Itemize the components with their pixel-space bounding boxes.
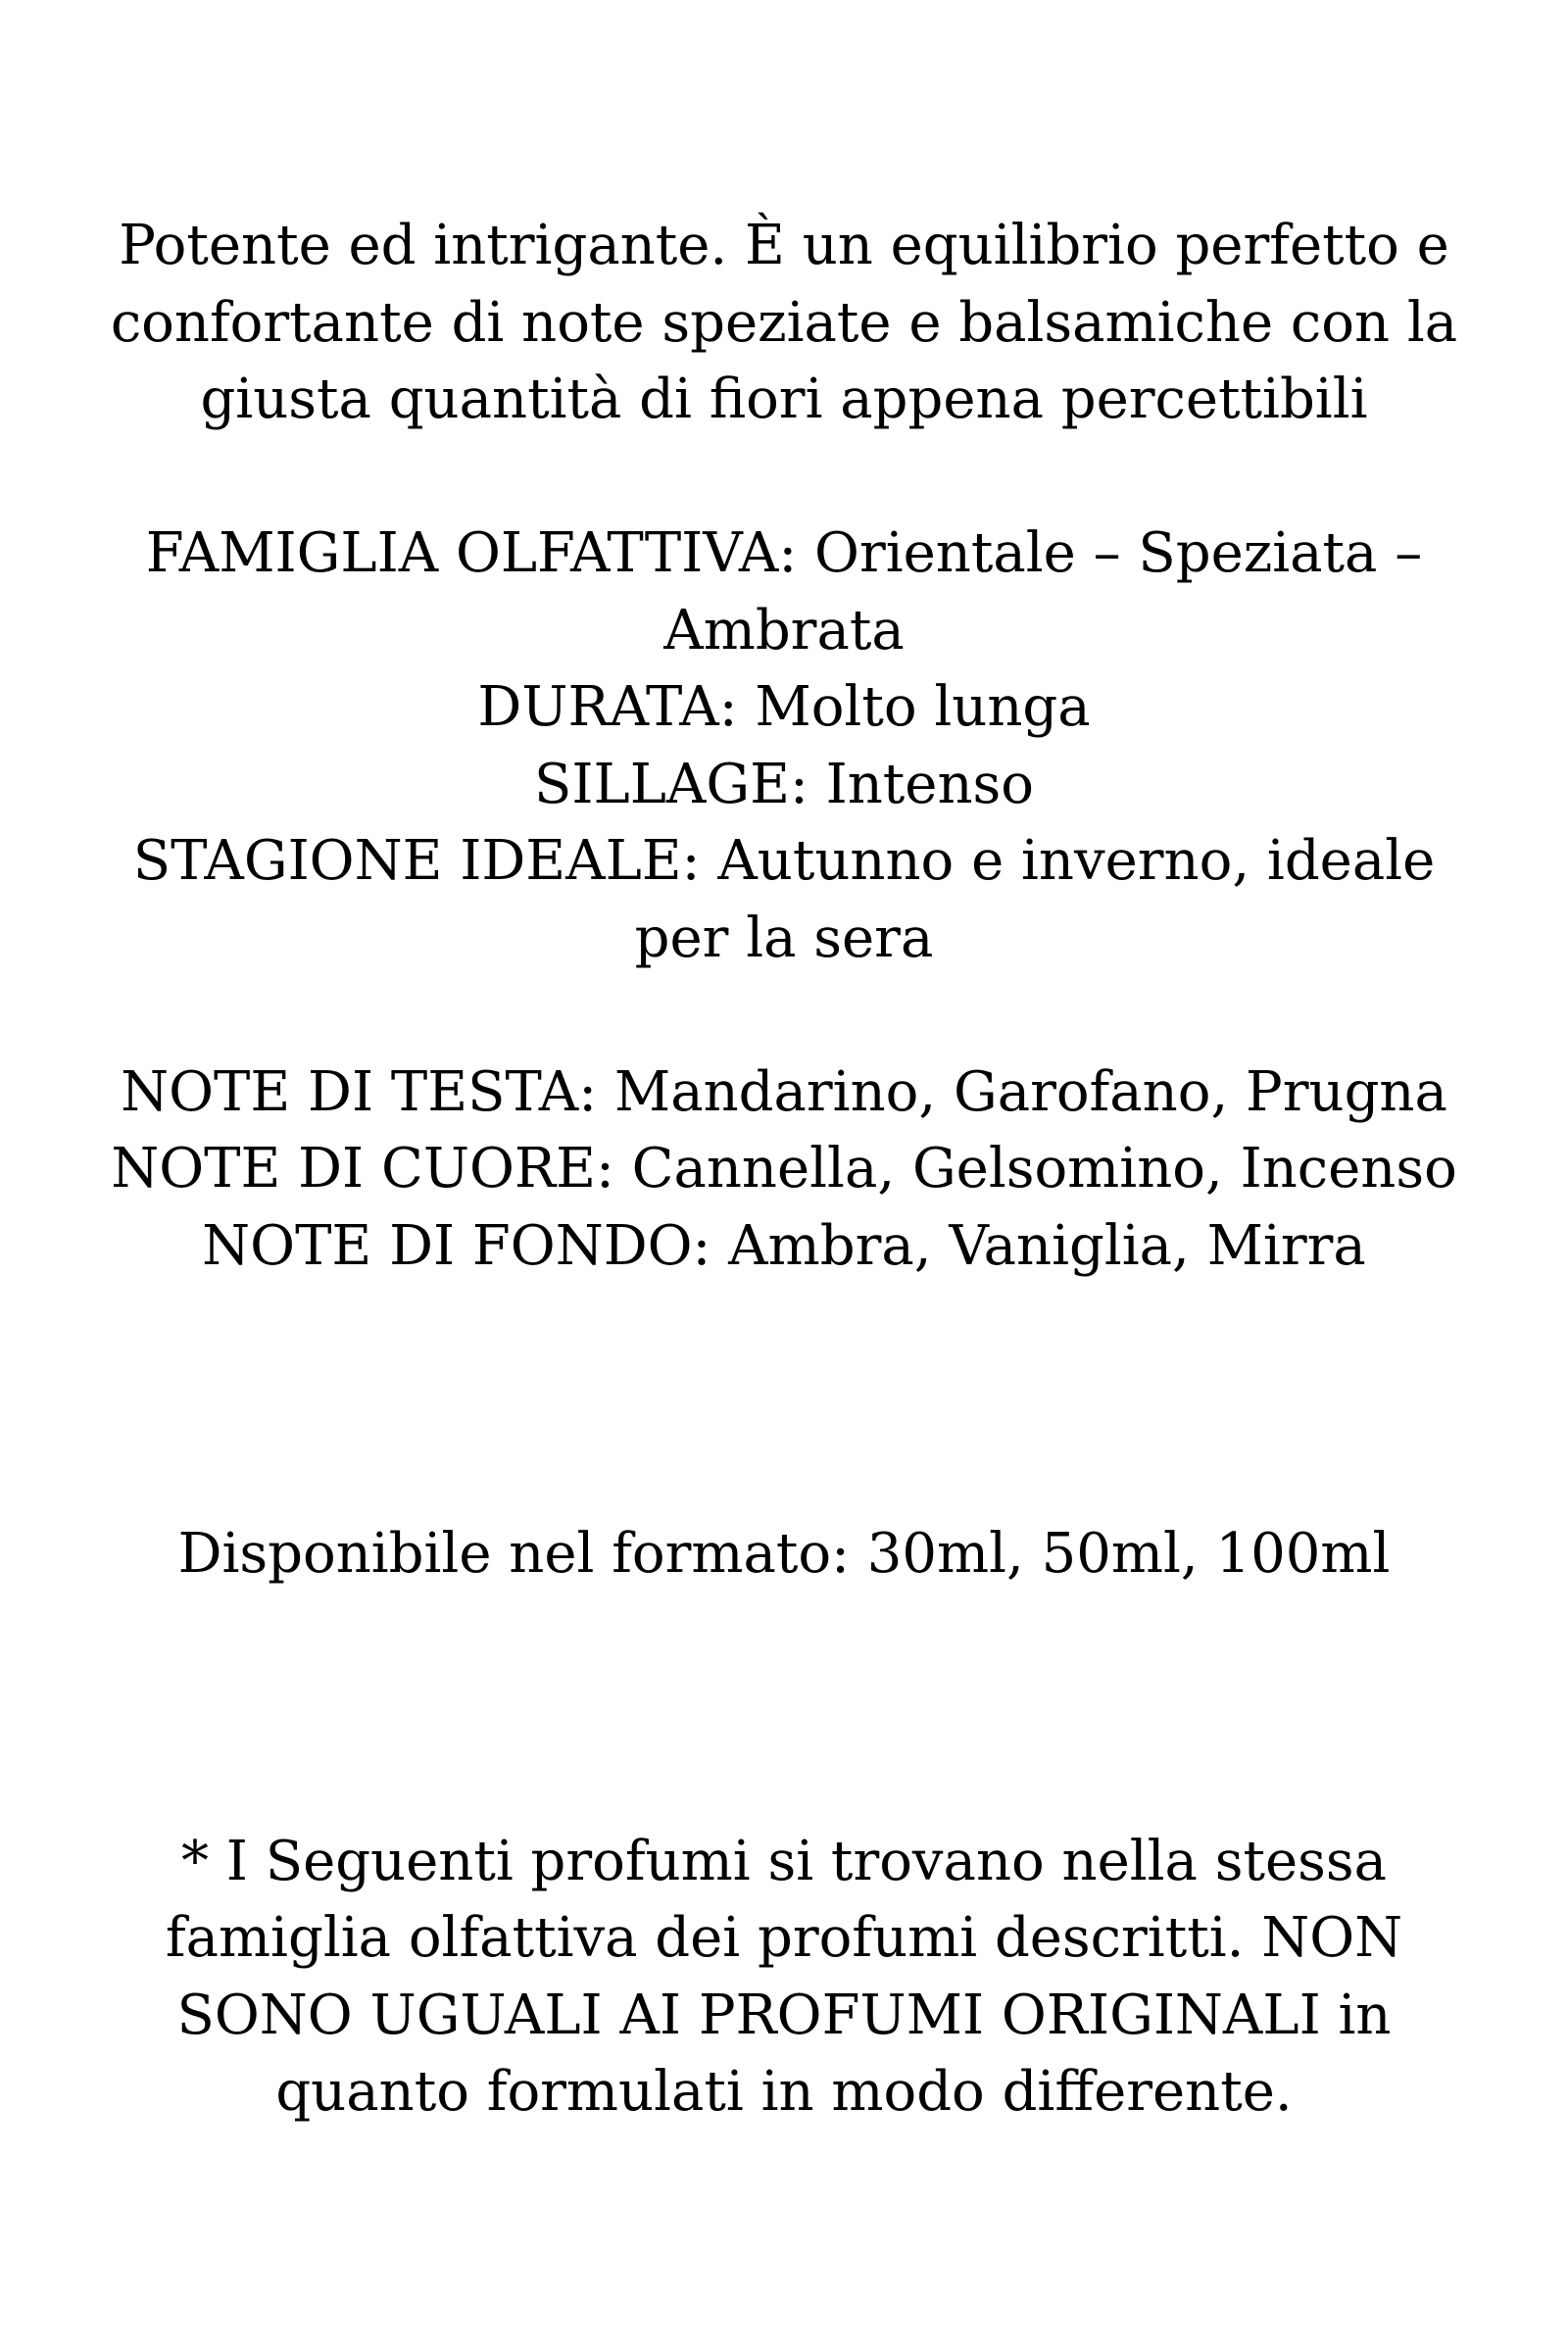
spacer bbox=[108, 1592, 1460, 1824]
description-paragraph: Potente ed intrigante. È un equilibrio perfetto e confortante di note speziate e balsamiche con la giusta quantità di fiori appena percettibili bbox=[110, 214, 1458, 431]
spacer bbox=[108, 977, 1460, 1054]
ideal-season-line: STAGIONE IDEALE: Autunno e inverno, ideale per la sera bbox=[132, 829, 1436, 970]
notes-section bbox=[108, 1054, 1460, 1286]
heart-notes-line: NOTE DI CUORE: Cannella, Gelsomino, Incenso bbox=[111, 1137, 1457, 1200]
top-notes-line: NOTE DI TESTA: Mandarino, Garofano, Prugna bbox=[121, 1059, 1447, 1124]
spacer bbox=[108, 1285, 1460, 1516]
spacer bbox=[108, 439, 1460, 516]
characteristics-section bbox=[108, 515, 1460, 977]
availability-line: Disponibile nel formato: 30ml, 50ml, 100ml bbox=[177, 1521, 1391, 1586]
sillage-line: SILLAGE: Intenso bbox=[534, 752, 1034, 816]
olfactory-family-line: FAMIGLIA OLFATTIVA: Orientale – Speziata – Ambrata bbox=[145, 521, 1423, 662]
disclaimer-paragraph: * I Seguenti profumi si trovano nella stessa famiglia olfattiva dei profumi descritti. NON SONO UGUALI AI PROFUMI ORIGINALI in quanto formulati in modo differente. bbox=[165, 1829, 1403, 2124]
base-notes-line: NOTE DI FONDO: Ambra, Vaniglia, Mirra bbox=[202, 1213, 1366, 1278]
duration-line: DURATA: Molto lunga bbox=[477, 675, 1091, 739]
